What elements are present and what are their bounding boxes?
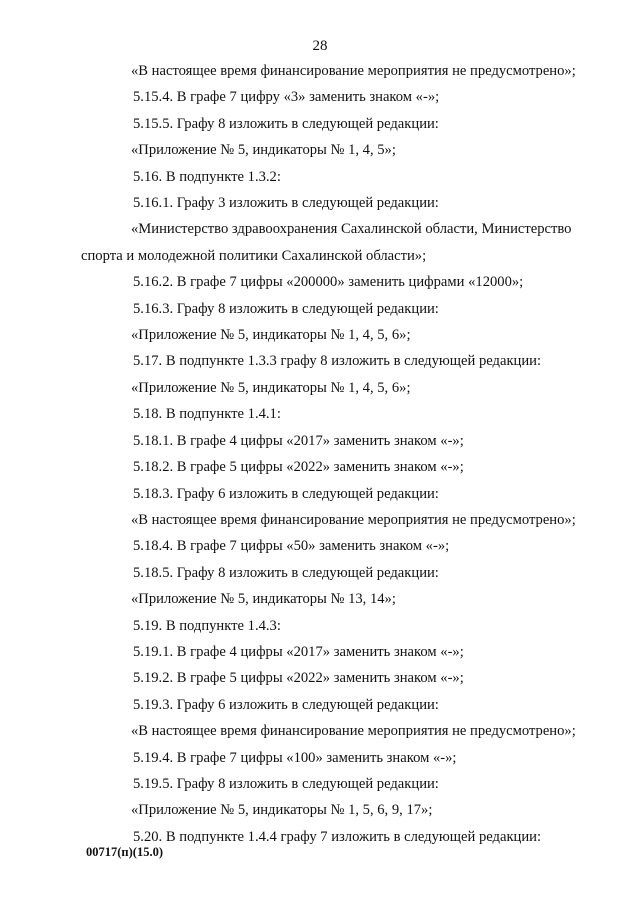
- paragraph: 5.15.4. В графе 7 цифру «3» заменить знаком «-»;: [133, 89, 440, 106]
- paragraph: «В настоящее время финансирование мероприятия не предусмотрено»;: [131, 723, 576, 740]
- paragraph: 5.16.3. Графу 8 изложить в следующей редакции:: [133, 300, 439, 317]
- paragraph: 5.19. В подпункте 1.4.3:: [133, 617, 281, 634]
- paragraph: «Приложение № 5, индикаторы № 1, 4, 5, 6»;: [131, 379, 411, 396]
- paragraph: 5.18.2. В графе 5 цифры «2022» заменить знаком «-»;: [133, 459, 464, 476]
- paragraph: «Приложение № 5, индикаторы № 13, 14»;: [131, 591, 396, 608]
- paragraph: 5.15.5. Графу 8 изложить в следующей редакции:: [133, 115, 439, 132]
- paragraph: 5.16. В подпункте 1.3.2:: [133, 168, 281, 185]
- paragraph: 5.19.3. Графу 6 изложить в следующей редакции:: [133, 696, 439, 713]
- paragraph: 5.18.4. В графе 7 цифры «50» заменить знаком «-»;: [133, 538, 450, 555]
- paragraph: «Приложение № 5, индикаторы № 1, 4, 5, 6»;: [131, 327, 411, 344]
- paragraph: 5.20. В подпункте 1.4.4 графу 7 изложить в следующей редакции:: [133, 828, 542, 845]
- paragraph: «Министерство здравоохранения Сахалинской области, Министерство: [131, 221, 572, 238]
- paragraph: 5.18.5. Графу 8 изложить в следующей редакции:: [133, 564, 439, 581]
- paragraph: «Приложение № 5, индикаторы № 1, 4, 5»;: [131, 142, 396, 159]
- paragraph: 5.18.3. Графу 6 изложить в следующей редакции:: [133, 485, 439, 502]
- paragraph: 5.16.2. В графе 7 цифры «200000» заменить цифрами «12000»;: [133, 274, 524, 291]
- paragraph: «Приложение № 5, индикаторы № 1, 5, 6, 9, 17»;: [131, 802, 433, 819]
- paragraph: 5.16.1. Графу 3 изложить в следующей редакции:: [133, 195, 439, 212]
- document-body: [81, 58, 603, 850]
- paragraph: 5.19.4. В графе 7 цифры «100» заменить знаком «-»;: [133, 749, 457, 766]
- paragraph: 5.19.5. Графу 8 изложить в следующей редакции:: [133, 775, 439, 792]
- page-number: 28: [312, 38, 328, 54]
- paragraph-continuation: спорта и молодежной политики Сахалинской области»;: [81, 247, 427, 264]
- paragraph: 5.19.2. В графе 5 цифры «2022» заменить знаком «-»;: [133, 670, 464, 687]
- paragraph: 5.18.1. В графе 4 цифры «2017» заменить знаком «-»;: [133, 432, 464, 449]
- paragraph: «В настоящее время финансирование мероприятия не предусмотрено»;: [131, 63, 576, 79]
- paragraph: 5.18. В подпункте 1.4.1:: [133, 406, 281, 423]
- paragraph: 5.19.1. В графе 4 цифры «2017» заменить знаком «-»;: [133, 643, 464, 660]
- paragraph: «В настоящее время финансирование мероприятия не предусмотрено»;: [131, 511, 576, 528]
- paragraph: 5.17. В подпункте 1.3.3 графу 8 изложить в следующей редакции:: [133, 353, 542, 370]
- document-code: 00717(п)(15.0): [86, 845, 163, 859]
